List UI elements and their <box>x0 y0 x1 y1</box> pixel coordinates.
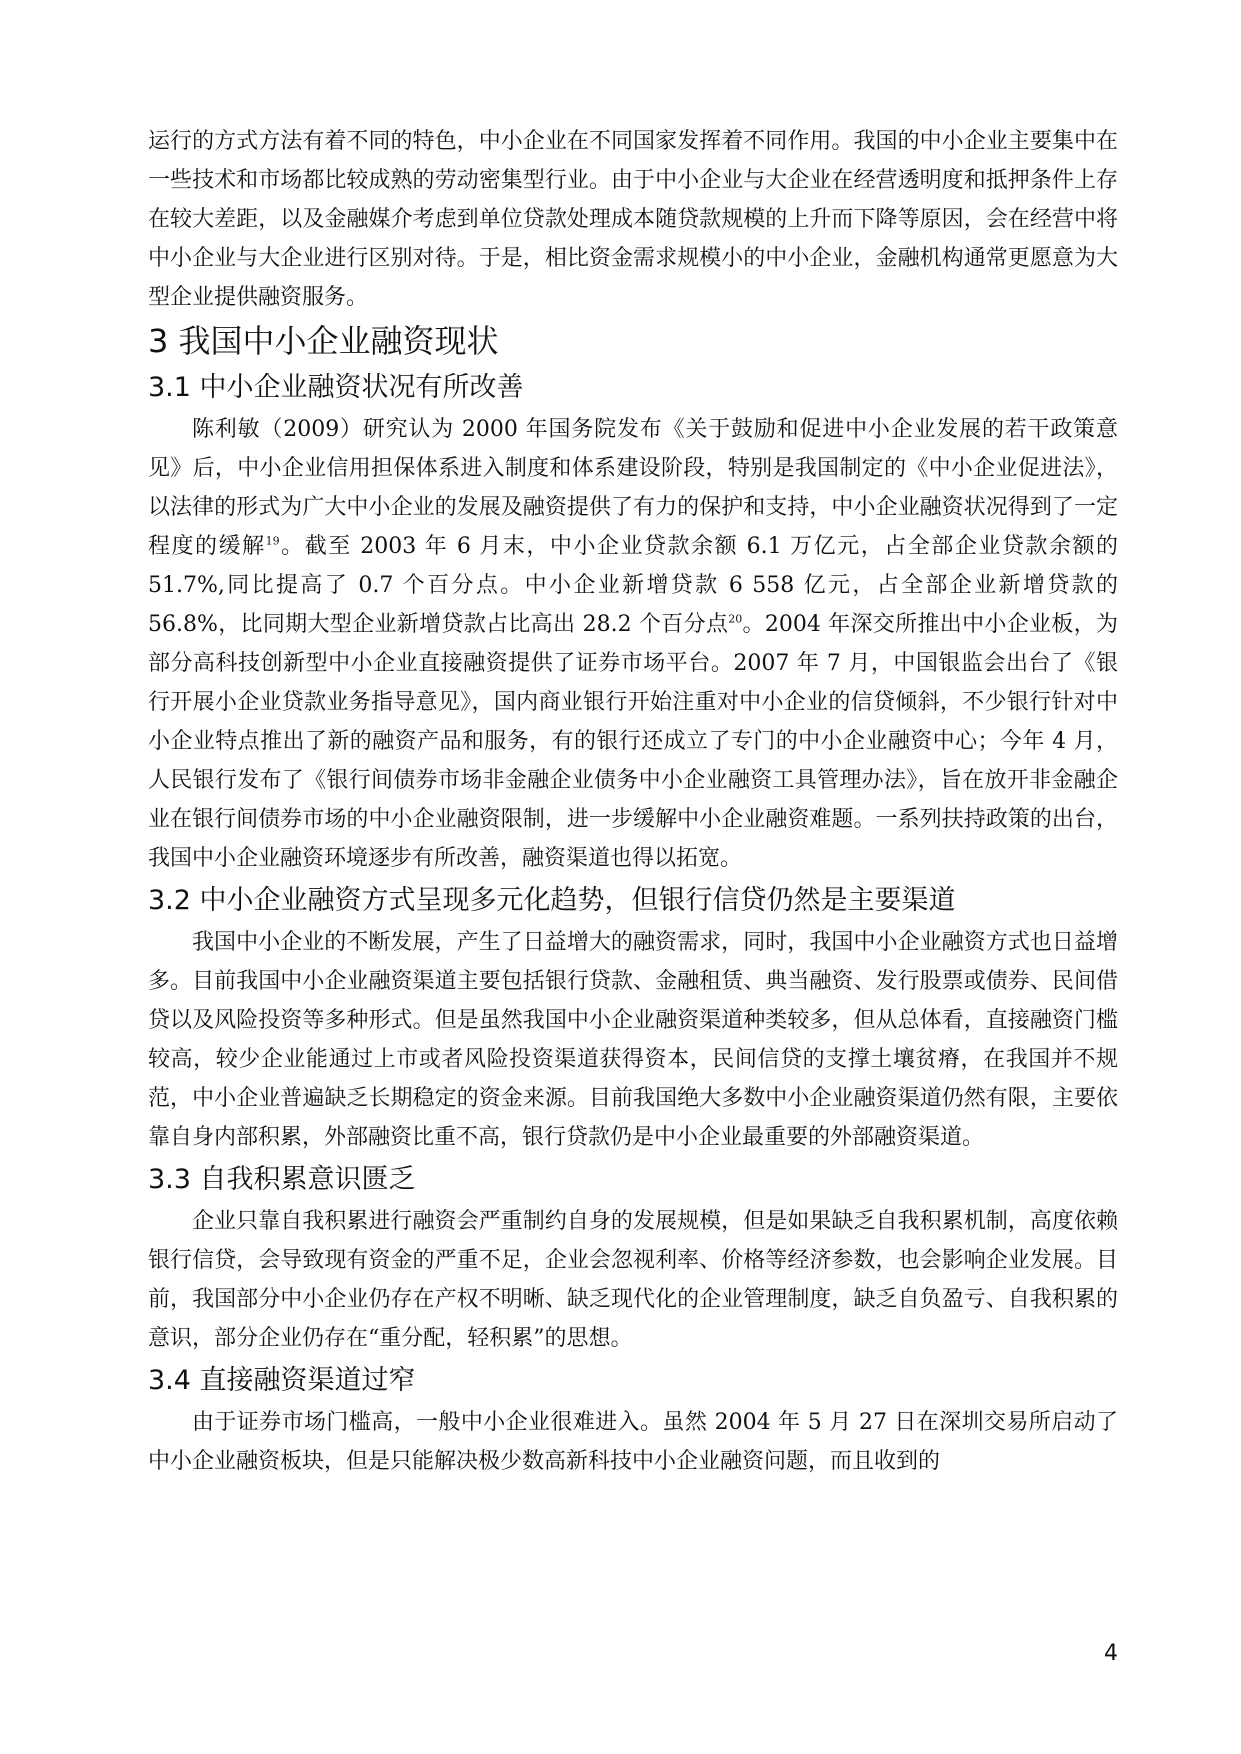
reference-20: 20 <box>728 612 743 626</box>
section-3-2-paragraph: 我国中小企业的不断发展，产生了日益增大的融资需求，同时，我国中小企业融资方式也日益增多。目前我国中小企业融资渠道主要包括银行贷款、金融租赁、典当融资、发行股票或债券、民间借贷以及风险投资等多种形式。但是虽然我国中小企业融资渠道种类较多，但从总体看，直接融资门槛较高，较少企业能通过上市或者风险投资渠道获得资本，民间信贷的支撑土壤贫瘠，在我国并不规范，中小企业普遍缺乏长期稳定的资金来源。目前我国绝大多数中小企业融资渠道仍然有限，主要依靠自身内部积累，外部融资比重不高，银行贷款仍是中小企业最重要的外部融资渠道。 <box>148 930 1118 1150</box>
document-page <box>148 122 1118 1481</box>
section-3-4-paragraph: 由于证券市场门槛高，一般中小企业很难进入。虽然 2004 年 5 月 27 日在深圳交易所启动了中小企业融资板块，但是只能解决极少数高新科技中小企业融资问题，而且收到的 <box>148 1410 1118 1474</box>
section-3-2-heading: 3.2 中小企业融资方式呈现多元化趋势，但银行信贷仍然是主要渠道 <box>148 885 956 916</box>
reference-19: 19 <box>265 534 280 548</box>
section-3-heading: 3 我国中小企业融资现状 <box>148 322 499 360</box>
section-3-1-heading: 3.1 中小企业融资状况有所改善 <box>148 372 524 403</box>
section-3-3-heading: 3.3 自我积累意识匮乏 <box>148 1164 416 1195</box>
section-3-3-paragraph: 企业只靠自我积累进行融资会严重制约自身的发展规模，但是如果缺乏自我积累机制，高度依赖银行信贷，会导致现有资金的严重不足，企业会忽视利率、价格等经济参数，也会影响企业发展。目前，我国部分中小企业仍存在产权不明晰、缺乏现代化的企业管理制度，缺乏自负盈亏、自我积累的意识，部分企业仍存在“重分配，轻积累”的思想。 <box>148 1209 1118 1351</box>
section-3-4-heading: 3.4 直接融资渠道过窄 <box>148 1365 416 1396</box>
section-3-1-text-part1: 陈利敏（2009）研究认为 2000 年国务院发布《关于鼓励和促进中小企业发展的若干政策意见》后，中小企业信用担保体系进入制度和体系建设阶段，特别是我国制定的《中小企业促进法》，以法律的形式为广大中小企业的发展及融资提供了有力的保护和支持，中小企业融资状况得到了一定程度的缓解 <box>148 417 1118 559</box>
page-number: 4 <box>1104 1641 1118 1666</box>
section-3-1-text-part3: 。2004 年深交所推出中小企业板，为部分高科技创新型中小企业直接融资提供了证券市场平台。2007 年 7 月，中国银监会出台了《银行开展小企业贷款业务指导意见》，国内商业银行开始注重对中小企业的信贷倾斜，不少银行针对中小企业特点推出了新的融资产品和服务，有的银行还成立了专门的中小企业融资中心；今年 4 月，人民银行发布了《银行间债券市场非金融企业债务中小企业融资工具管理办法》，旨在放开非金融企业在银行间债券市场的中小企业融资限制，进一步缓解中小企业融资难题。一系列扶持政策的出台，我国中小企业融资环境逐步有所改善，融资渠道也得以拓宽。 <box>148 612 1118 871</box>
section-3-1-paragraph <box>148 410 1118 878</box>
section-3-1-text-part2: 。截至 2003 年 6 月末，中小企业贷款余额 6.1 万亿元，占全部企业贷款余额的 51.7%,同比提高了 0.7 个百分点。中小企业新增贷款 6 558 亿元，占全部企业新增贷款的 56.8%，比同期大型企业新增贷款占比高出 28.2 个百分点 <box>148 534 1118 637</box>
intro-paragraph: 运行的方式方法有着不同的特色，中小企业在不同国家发挥着不同作用。我国的中小企业主要集中在一些技术和市场都比较成熟的劳动密集型行业。由于中小企业与大企业在经营透明度和抵押条件上存在较大差距，以及金融媒介考虑到单位贷款处理成本随贷款规模的上升而下降等原因，会在经营中将中小企业与大企业进行区别对待。于是，相比资金需求规模小的中小企业，金融机构通常更愿意为大型企业提供融资服务。 <box>148 129 1118 310</box>
